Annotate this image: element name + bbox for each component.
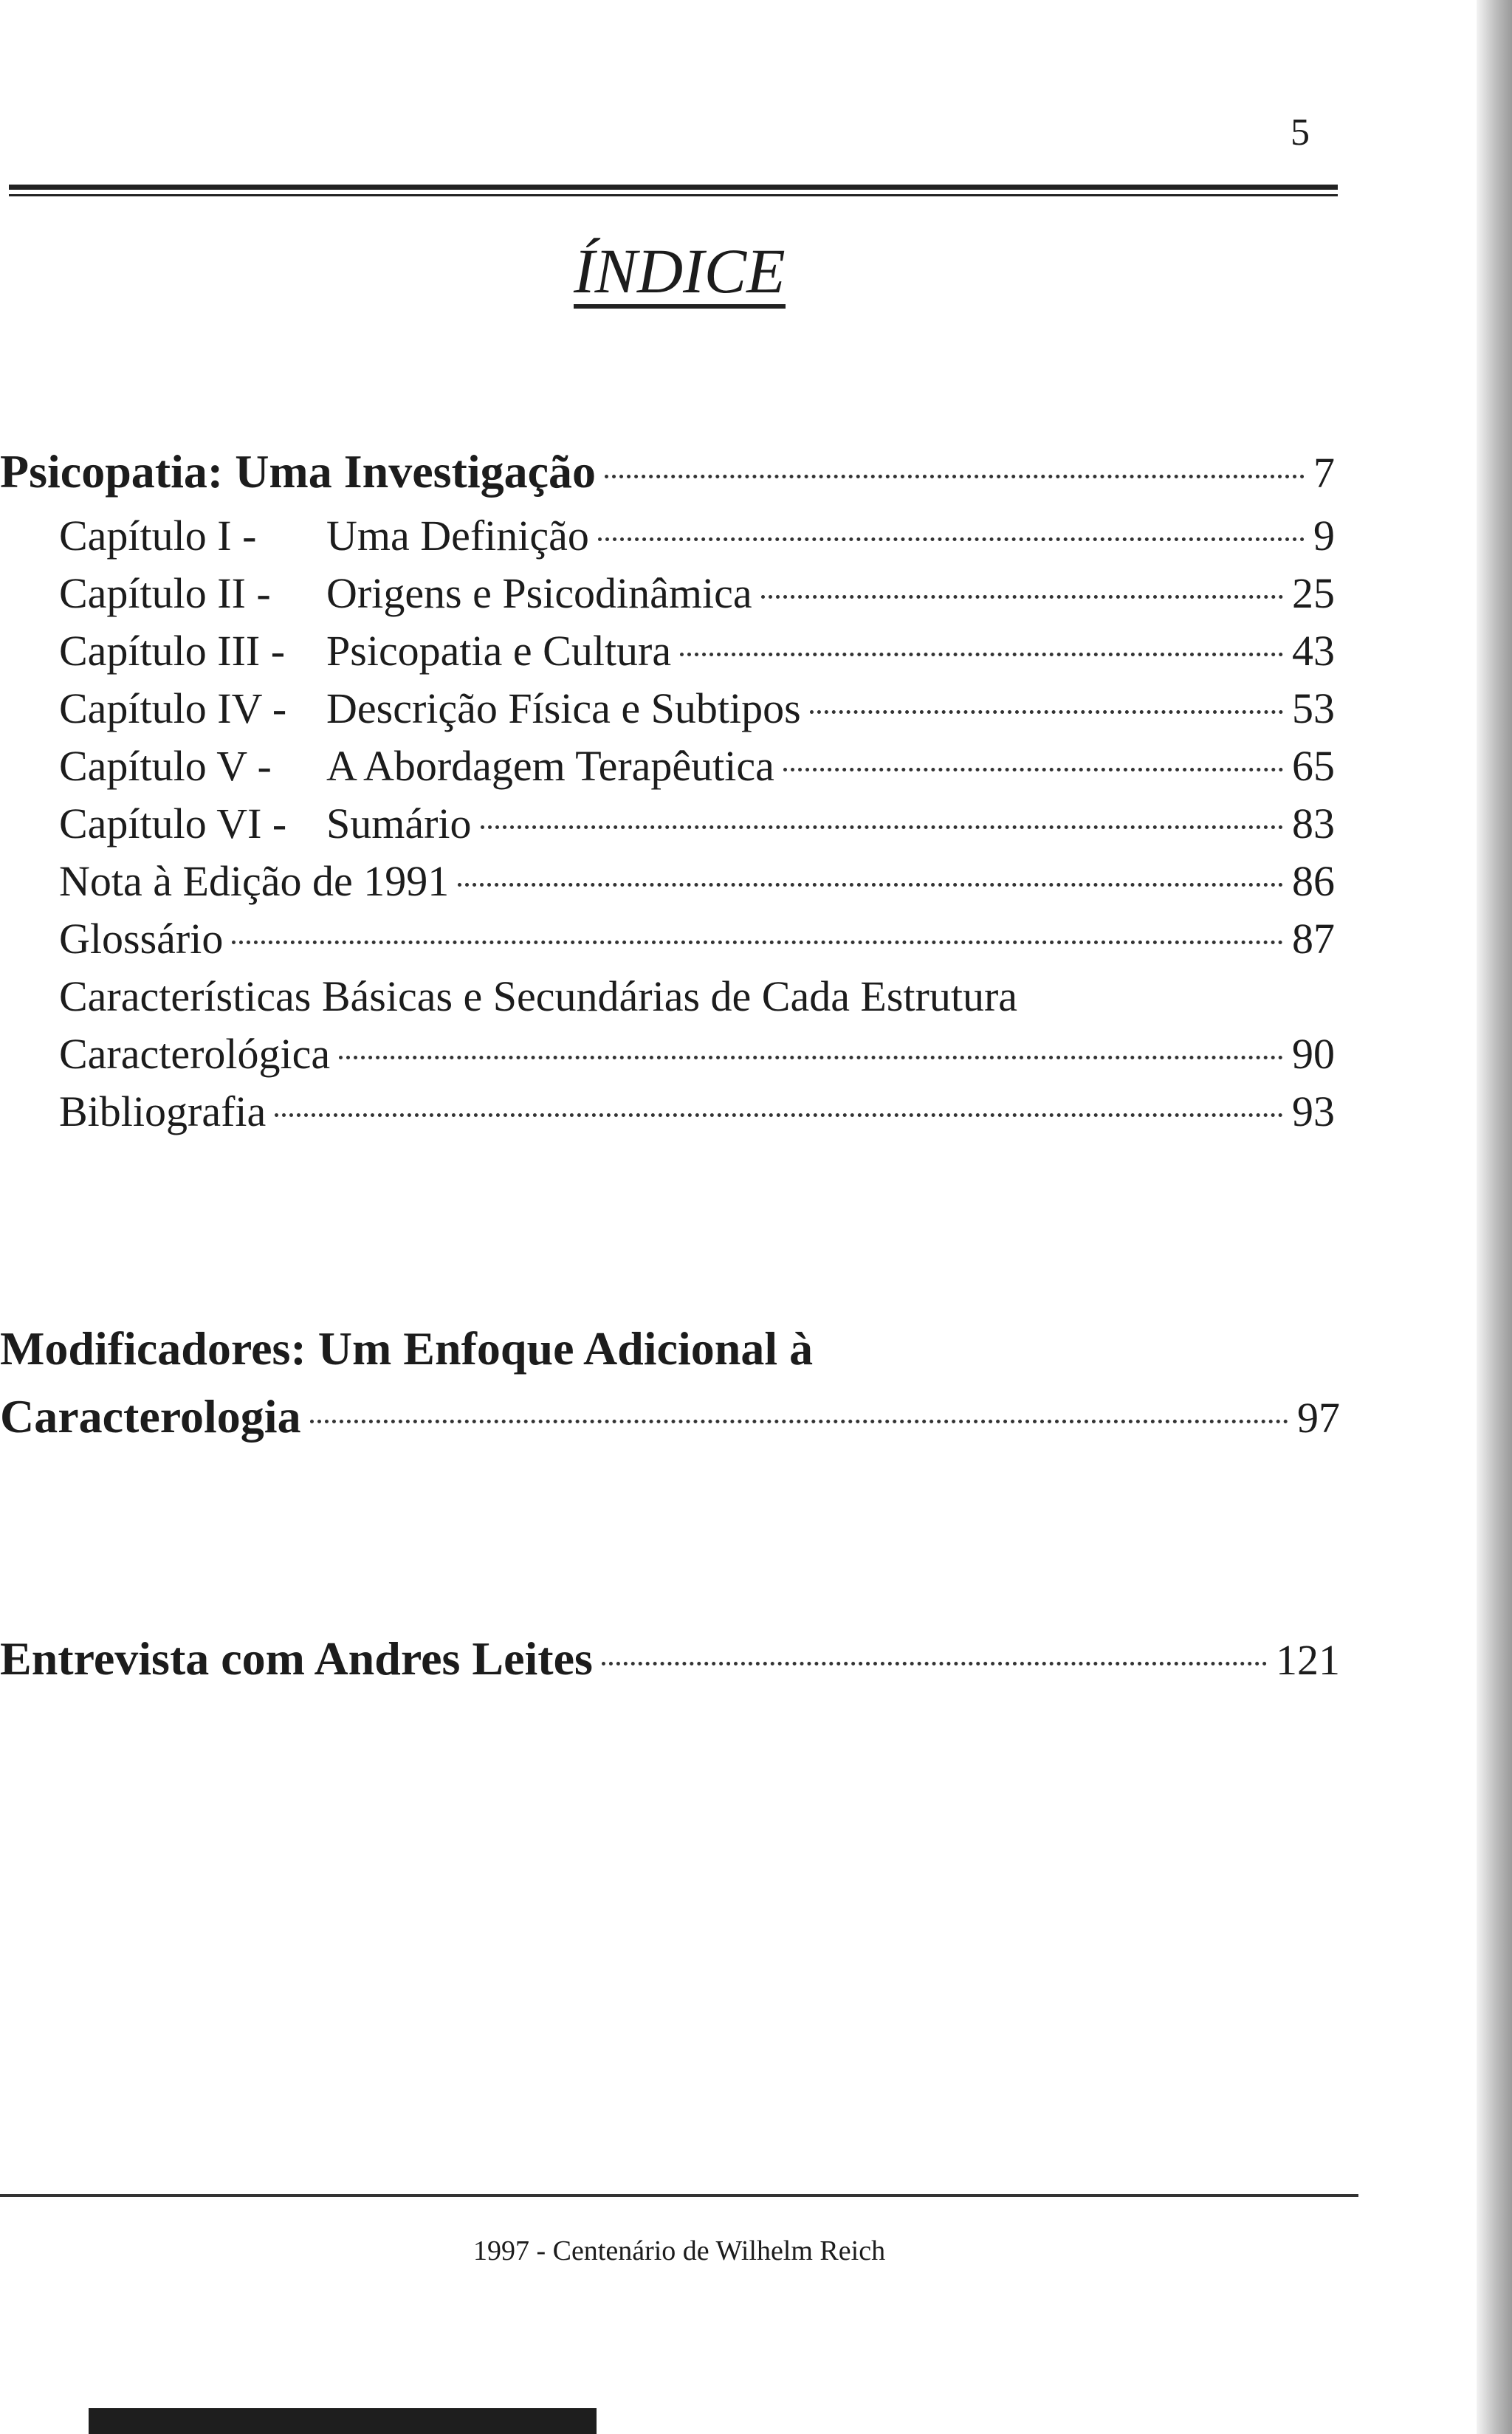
entry-title: Glossário xyxy=(59,915,224,963)
page-ref: 43 xyxy=(1292,627,1335,675)
header-rule xyxy=(9,185,1338,196)
page-ref: 7 xyxy=(1313,449,1335,497)
dot-leader xyxy=(481,825,1283,829)
toc-section-psicopatia[interactable] xyxy=(0,444,1335,499)
entry-title-line2: Caracterológica xyxy=(59,1030,331,1078)
toc-entry-capitulo-1[interactable] xyxy=(59,511,1335,560)
page-ref: 53 xyxy=(1292,684,1335,732)
page-ref: 93 xyxy=(1292,1087,1335,1135)
section-title: Entrevista com Andres Leites xyxy=(0,1632,593,1685)
section-title-line2: Caracterologia xyxy=(0,1390,301,1443)
page-ref: 25 xyxy=(1292,569,1335,617)
chapter-label: Capítulo V - xyxy=(59,742,272,790)
toc-entry-nota-edicao[interactable] xyxy=(59,856,1335,906)
chapter-label: Capítulo VI - xyxy=(59,800,287,848)
dot-leader xyxy=(275,1113,1283,1117)
dot-leader xyxy=(602,1662,1267,1665)
page-ref: 86 xyxy=(1292,857,1335,905)
toc-entry-capitulo-4[interactable] xyxy=(59,684,1335,733)
page-edge-shadow xyxy=(1477,0,1512,2434)
page-ref: 83 xyxy=(1292,800,1335,848)
dot-leader xyxy=(810,710,1283,714)
dot-leader xyxy=(605,475,1305,478)
page-ref: 65 xyxy=(1292,742,1335,790)
chapter-label: Capítulo II - xyxy=(59,569,271,617)
chapter-title: A Abordagem Terapêutica xyxy=(326,742,774,790)
toc-section-modificadores[interactable] xyxy=(0,1389,1340,1444)
dot-leader xyxy=(680,653,1283,656)
chapter-title: Uma Definição xyxy=(326,512,589,560)
page-number: 5 xyxy=(1291,111,1310,154)
chapter-title: Psicopatia e Cultura xyxy=(326,627,672,675)
toc-entry-capitulo-5[interactable] xyxy=(59,741,1335,791)
chapter-label: Capítulo III - xyxy=(59,627,286,675)
toc-section-modificadores-line1[interactable]: Modificadores: Um Enfoque Adicional à xyxy=(0,1322,814,1375)
dot-leader xyxy=(232,941,1283,944)
toc-entry-capitulo-6[interactable] xyxy=(59,799,1335,848)
index-title: ÍNDICE xyxy=(574,238,786,309)
chapter-title: Descrição Física e Subtipos xyxy=(326,684,801,732)
entry-title: Bibliografia xyxy=(59,1087,267,1135)
footer-text: 1997 - Centenário de Wilhelm Reich xyxy=(472,2235,886,2266)
page-ref: 90 xyxy=(1292,1030,1335,1078)
dot-leader xyxy=(458,883,1283,887)
toc-entry-capitulo-2[interactable] xyxy=(59,568,1335,618)
entry-title: Nota à Edição de 1991 xyxy=(59,857,450,905)
dot-leader xyxy=(339,1056,1283,1059)
dot-leader xyxy=(310,1420,1288,1423)
chapter-title: Sumário xyxy=(326,800,472,848)
page-ref: 9 xyxy=(1313,512,1335,560)
dot-leader xyxy=(761,595,1283,599)
page-ref: 97 xyxy=(1297,1394,1340,1442)
toc-entry-capitulo-3[interactable] xyxy=(59,626,1335,675)
scan-bottom-bar xyxy=(89,2408,597,2434)
toc-entry-bibliografia[interactable] xyxy=(59,1087,1335,1136)
toc-section-entrevista[interactable] xyxy=(0,1632,1340,1686)
page-ref: 121 xyxy=(1276,1636,1340,1684)
chapter-label: Capítulo IV - xyxy=(59,684,287,732)
toc-entry-caracteristicas[interactable] xyxy=(59,1029,1335,1079)
section-title: Psicopatia: Uma Investigação xyxy=(0,445,597,498)
dot-leader xyxy=(783,768,1283,771)
page-ref: 87 xyxy=(1292,915,1335,963)
dot-leader xyxy=(598,537,1305,541)
toc-entry-glossario[interactable] xyxy=(59,914,1335,963)
footer-rule xyxy=(0,2194,1358,2197)
toc-entry-caracteristicas-line1[interactable]: Características Básicas e Secundárias de Cada Estrutura xyxy=(59,972,1018,1020)
chapter-title: Origens e Psicodinâmica xyxy=(326,569,752,617)
chapter-label: Capítulo I - xyxy=(59,512,257,560)
